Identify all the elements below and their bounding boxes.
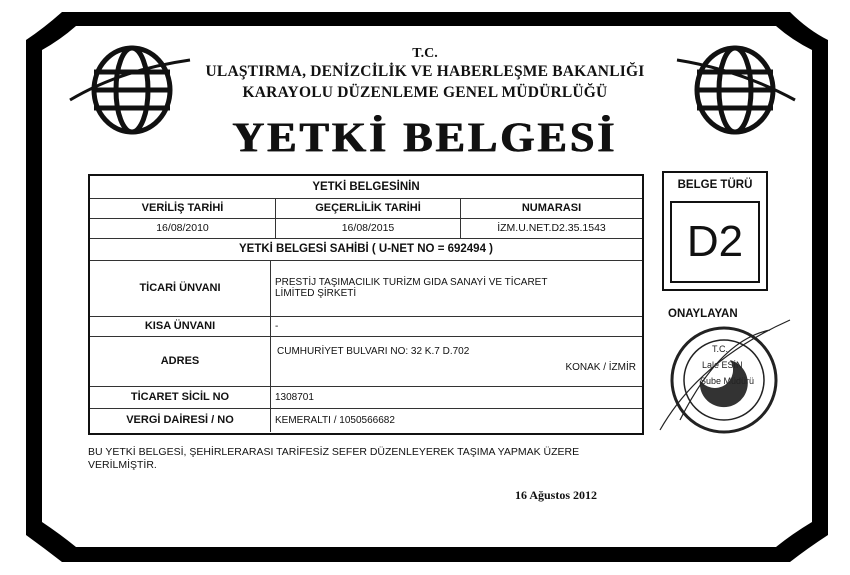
validity-date-value: 16/08/2015 xyxy=(275,218,460,238)
trade-name-line-2: LİMİTED ŞİRKETİ xyxy=(275,288,357,299)
column-header-validity-date: GEÇERLİLİK TARİHİ xyxy=(275,198,460,218)
address-line-2: KONAK / İZMİR xyxy=(565,362,636,373)
svg-text:T.C.: T.C. xyxy=(712,344,729,354)
address-label: ADRES xyxy=(160,355,200,367)
certificate-table xyxy=(88,174,644,435)
short-name-label: KISA ÜNVANI xyxy=(144,320,216,332)
holder-title: YETKİ BELGESİ SAHİBİ ( U-NET NO = 692494 ) xyxy=(238,243,494,255)
ministry-name: ULAŞTIRMA, DENİZCİLİK VE HABERLEŞME BAKANLIĞI xyxy=(205,63,645,80)
svg-text:Lale ESİN: Lale ESİN xyxy=(702,360,743,370)
trade-registry-value: 1308701 xyxy=(270,386,642,408)
document-type-value: D2 xyxy=(670,201,760,283)
trade-name-label: TİCARİ ÜNVANI xyxy=(139,282,221,294)
tax-office-label: VERGİ DAİRESİ / NO xyxy=(126,414,234,426)
svg-text:Şube Müdürü: Şube Müdürü xyxy=(700,376,755,386)
section-title: YETKİ BELGESİNİN xyxy=(312,181,420,193)
document-type-box xyxy=(662,171,768,291)
document-type-label: BELGE TÜRÜ xyxy=(677,179,753,191)
footer-statement: BU YETKİ BELGESİ, ŞEHİRLERARASI TARİFESİZ SEFER DÜZENLEYEREK TAŞIMA YAPMAK ÜZERE VERİLMİŞTİR. xyxy=(88,446,580,471)
republic-abbreviation: T.C. xyxy=(412,46,438,61)
column-header-number: NUMARASI xyxy=(460,198,642,218)
address-line-1: CUMHURİYET BULVARI NO: 32 K.7 D.702 xyxy=(277,346,470,357)
trade-name-value xyxy=(270,260,642,316)
short-name-value: - xyxy=(270,316,642,336)
certificate-number-value: İZM.U.NET.D2.35.1543 xyxy=(460,218,642,238)
document-title: YETKİ BELGESİ xyxy=(232,114,618,161)
approver-label: ONAYLAYAN xyxy=(668,308,738,320)
issue-date-stamp: 16 Ağustos 2012 xyxy=(515,488,598,502)
column-header-issue-date: VERİLİŞ TARİHİ xyxy=(141,202,224,214)
issue-date-value: 16/08/2010 xyxy=(156,222,209,234)
address-value xyxy=(270,336,642,386)
trade-registry-label: TİCARET SİCİL NO xyxy=(130,391,230,403)
tax-office-value: KEMERALTI / 1050566682 xyxy=(270,408,642,432)
directorate-name: KARAYOLU DÜZENLEME GENEL MÜDÜRLÜĞÜ xyxy=(242,84,608,101)
trade-name-line-1: PRESTİJ TAŞIMACILIK TURİZM GIDA SANAYİ VE TİCARET xyxy=(275,277,548,288)
